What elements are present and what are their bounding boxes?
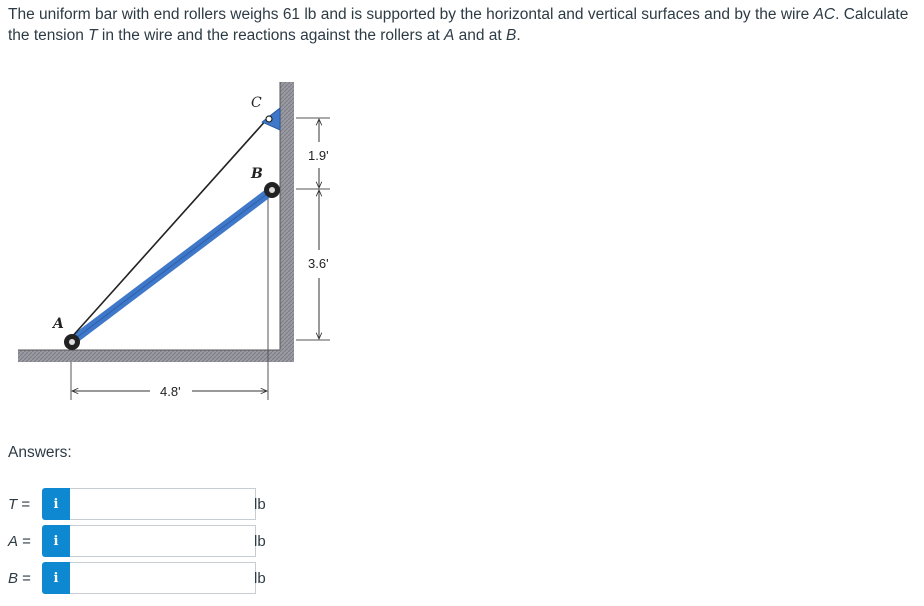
wall-surface: [280, 82, 294, 362]
question-var-ac: AC: [813, 6, 836, 23]
answer-var: A: [8, 533, 19, 550]
answer-var: T: [8, 496, 18, 513]
question-part: The uniform bar with end rollers weighs 61 lb and is supported by the horizontal and vertical surfaces and by the wire: [8, 6, 814, 23]
answer-eq: =: [17, 496, 31, 513]
info-icon[interactable]: i: [42, 488, 70, 520]
roller-b-hub: [269, 187, 275, 193]
ground-surface: [18, 350, 280, 362]
question-part: .: [516, 27, 521, 44]
answer-unit: lb: [254, 496, 266, 513]
info-icon[interactable]: i: [42, 525, 70, 557]
answer-var: B: [8, 570, 19, 587]
dim-horizontal-label: 4.8': [160, 384, 181, 399]
question-part: in the wire and the reactions against the rollers at: [97, 27, 444, 44]
answer-eq: =: [18, 570, 31, 587]
label-a: A: [53, 316, 64, 332]
bar-edge: [72, 191, 271, 341]
label-b: B: [251, 166, 263, 182]
label-c: C: [251, 95, 262, 111]
answers-heading: Answers:: [8, 444, 72, 461]
question-var-a: A: [443, 27, 455, 44]
answer-label: [8, 533, 40, 550]
dim-lower-label: 3.6': [308, 256, 329, 271]
answer-input-b[interactable]: [70, 562, 256, 594]
pin-c: [266, 116, 272, 122]
answer-input-t[interactable]: [70, 488, 256, 520]
answer-label: [8, 570, 40, 587]
question-var-b: B: [506, 27, 517, 44]
question-var-t: T: [88, 27, 98, 44]
roller-a-hub: [69, 339, 75, 345]
answer-unit: lb: [254, 570, 266, 587]
answer-input-a[interactable]: [70, 525, 256, 557]
question-part: . Calculate the tension: [8, 6, 909, 44]
answer-label: [8, 496, 40, 513]
answer-eq: =: [18, 533, 31, 550]
info-icon[interactable]: i: [42, 562, 70, 594]
wire-ac: [70, 118, 268, 339]
answer-unit: lb: [254, 533, 266, 550]
dim-upper-label: 1.9': [308, 148, 329, 163]
question-part: and at: [454, 27, 507, 44]
